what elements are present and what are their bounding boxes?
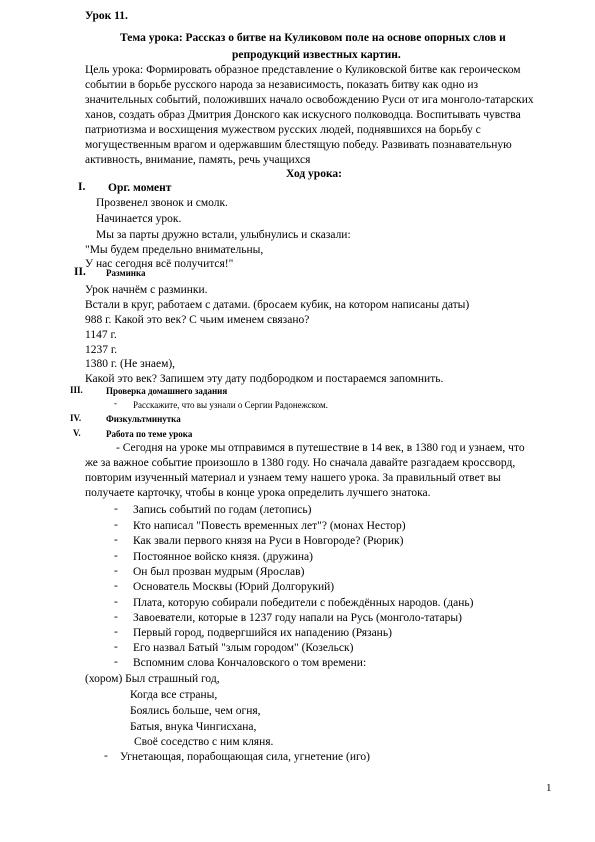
section-title-work: Работа по теме урока (106, 429, 193, 439)
warmup-line: 1147 г. (85, 329, 117, 341)
warmup-line: 1237 г. (85, 344, 118, 356)
lesson-number: Урок 11. (85, 10, 128, 22)
list-dash: - (114, 519, 118, 531)
warmup-line: Встали в круг, работаем с датами. (бросаем кубик, на котором написаны даты) (85, 299, 470, 311)
page-number: 1 (546, 782, 552, 794)
lesson-topic-line1: Тема урока: Рассказ о битве на Куликовом поле на основе опорных слов и (120, 32, 506, 44)
poem-line: Когда все страны, (130, 689, 218, 701)
list-item: Плата, которую собирали победители с побеждённых народов. (дань) (133, 597, 474, 609)
list-dash: - (114, 503, 118, 515)
org-line: У нас сегодня всё получится!" (85, 258, 234, 270)
work-intro-line: получаете карточку, чтобы в конце урока определить лучшего знатока. (85, 487, 431, 499)
list-item: Вспомним слова Кончаловского о том времени: (133, 657, 367, 669)
work-intro-line: же за важное событие произошло в 1380 году. Но сначала давайте разгадаем кроссворд, (85, 457, 516, 469)
list-item: Кто написал "Повесть временных лет"? (монах Нестор) (133, 520, 406, 532)
section-number: IV. (70, 413, 82, 423)
goal-line: значительных событий, положивших начало освобождению Руси от ига монголо-татарских (85, 94, 534, 106)
list-dash: - (114, 656, 118, 668)
poem-line: Боялись больше, чем огня, (130, 705, 261, 717)
section-title-homework: Проверка домашнего задания (106, 386, 228, 396)
org-line: Прозвенел звонок и смолк. (96, 197, 228, 209)
poem-line: (хором) Был страшный год, (85, 673, 220, 685)
list-dash: - (114, 565, 118, 577)
lesson-topic-line2: репродукций известных картин. (232, 49, 401, 61)
section-title-warmup: Разминка (106, 268, 146, 278)
poem-line: Батыя, внука Чингисхана, (130, 721, 257, 733)
list-dash: - (114, 611, 118, 623)
work-intro-line: повторим изученный материал и узнаем тему нашего урока. За правильный ответ вы (85, 472, 501, 484)
warmup-line: Урок начнём с разминки. (85, 284, 208, 296)
list-dash: - (114, 550, 118, 562)
warmup-line: 1380 г. (Не знаем), (85, 358, 176, 370)
poem-line: Своё соседство с ним кляня. (134, 736, 274, 748)
list-item: Запись событий по годам (летопись) (133, 504, 312, 516)
list-dash: - (114, 398, 117, 408)
list-dash: - (114, 626, 118, 638)
section-number: V. (73, 428, 81, 438)
work-intro-line: - Сегодня на уроке мы отправимся в путешествие в 14 век, в 1380 год и узнаем, что (116, 442, 525, 454)
section-number: III. (70, 385, 83, 395)
list-dash: - (114, 641, 118, 653)
list-dash: - (114, 596, 118, 608)
warmup-line: 988 г. Какой это век? С чьим именем связано? (85, 314, 310, 326)
goal-line: активность, внимание, память, речь учащихся (85, 154, 311, 166)
list-dash: - (104, 750, 108, 762)
section-number: II. (74, 266, 86, 278)
goal-line: патриотизма и восхищения мужеством русских людей, поднявшихся на борьбу с (85, 124, 481, 136)
list-item: Первый город, подвергшийся их нападению (Рязань) (133, 627, 392, 639)
org-line: Мы за парты дружно встали, улыбнулись и сказали: (96, 229, 351, 241)
org-line: "Мы будем предельно внимательны, (85, 244, 264, 256)
list-item: Угнетающая, порабощающая сила, угнетение (иго) (120, 751, 370, 763)
goal-line: Цель урока: Формировать образное представление о Куликовской битве как героическом (85, 64, 521, 76)
list-item: Завоеватели, которые в 1237 году напали на Русь (монголо-татары) (133, 612, 462, 624)
org-line: Начинается урок. (96, 213, 182, 225)
goal-line: ханов, создать образ Дмитрия Донского как искусного полководца. Воспитывать чувства (85, 109, 521, 121)
warmup-line: Какой это век? Запишем эту дату подбородком и постараемся запомнить. (85, 373, 444, 385)
list-dash: - (114, 534, 118, 546)
goal-line: могущественным врагом и одержавшим блестящую победу. Развивать познавательную (85, 139, 512, 151)
homework-item: Расскажите, что вы узнали о Сергии Радонежском. (133, 400, 328, 410)
list-item: Его назвал Батый "злым городом" (Козельск) (133, 642, 354, 654)
section-number: I. (78, 181, 86, 193)
list-item: Он был прозван мудрым (Ярослав) (133, 566, 305, 578)
section-title-physminute: Физкультминутка (106, 414, 181, 424)
list-dash: - (114, 580, 118, 592)
list-item: Постоянное войско князя. (дружина) (133, 551, 313, 563)
list-item: Основатель Москвы (Юрий Долгорукий) (133, 581, 335, 593)
goal-line: событии в борьбе русского народа за независимость, показать битву как одно из (85, 79, 479, 91)
list-item: Как звали первого князя на Руси в Новгороде? (Рюрик) (133, 535, 404, 547)
course-heading: Ход урока: (286, 168, 342, 180)
section-title-org: Орг. момент (108, 182, 172, 194)
